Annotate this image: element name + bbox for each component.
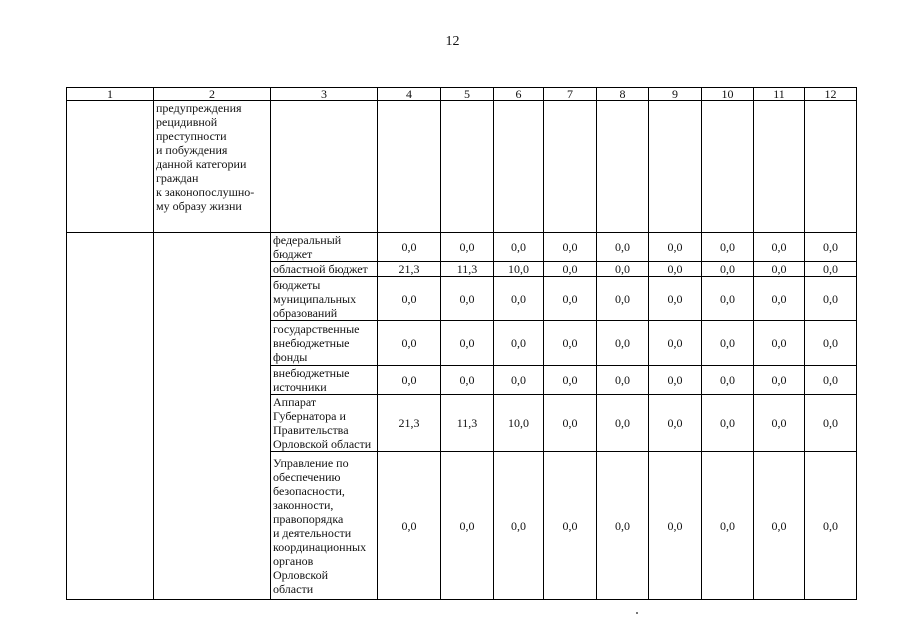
- amount-cell: 0,0: [378, 233, 441, 262]
- amount-cell: 0,0: [597, 262, 649, 277]
- amount-cell: 0,0: [494, 277, 544, 321]
- merged-col1-cell: [67, 233, 154, 600]
- header-row: [67, 88, 857, 101]
- funding-source-cell: [271, 321, 378, 366]
- amount-cell: 0,0: [754, 277, 805, 321]
- amount-cell: 0,0: [649, 452, 702, 600]
- amount-cell: 0,0: [544, 277, 597, 321]
- amount-cell: 11,3: [441, 262, 494, 277]
- amount-cell: 21,3: [378, 395, 441, 452]
- amount-cell: 0,0: [702, 262, 754, 277]
- amount-cell: 0,0: [597, 233, 649, 262]
- amount-cell: 0,0: [754, 233, 805, 262]
- intro-col1-cell: [67, 101, 154, 233]
- amount-cell: 0,0: [754, 395, 805, 452]
- intro-row: [67, 101, 857, 233]
- header-cell: 9: [649, 88, 702, 101]
- header-cell: 1: [67, 88, 154, 101]
- amount-cell: 0,0: [544, 321, 597, 366]
- amount-cell: 0,0: [805, 395, 857, 452]
- amount-cell: 0,0: [597, 277, 649, 321]
- header-cell: 6: [494, 88, 544, 101]
- funding-row: [67, 233, 857, 262]
- amount-cell: 0,0: [649, 262, 702, 277]
- intro-empty-cell: [597, 101, 649, 233]
- amount-cell: 0,0: [702, 321, 754, 366]
- funding-source-label: областной бюджет: [273, 262, 368, 276]
- scan-speck: [636, 612, 638, 614]
- amount-cell: 0,0: [441, 233, 494, 262]
- amount-cell: 0,0: [378, 366, 441, 395]
- amount-cell: 0,0: [702, 233, 754, 262]
- measure-description-text: предупреждения рецидивной преступности и побуждения данной категории граждан к законопослушно- му образу жизни: [156, 101, 255, 213]
- amount-cell: 0,0: [597, 321, 649, 366]
- amount-cell: 0,0: [805, 366, 857, 395]
- amount-cell: 0,0: [805, 233, 857, 262]
- amount-cell: 0,0: [649, 366, 702, 395]
- amount-cell: 0,0: [441, 452, 494, 600]
- amount-cell: 11,3: [441, 395, 494, 452]
- amount-cell: 0,0: [649, 233, 702, 262]
- intro-empty-cell: [378, 101, 441, 233]
- amount-cell: 0,0: [544, 452, 597, 600]
- amount-cell: 0,0: [702, 452, 754, 600]
- amount-cell: 0,0: [597, 366, 649, 395]
- amount-cell: 0,0: [754, 366, 805, 395]
- header-cell: 2: [154, 88, 271, 101]
- header-cell: 10: [702, 88, 754, 101]
- amount-cell: 0,0: [754, 321, 805, 366]
- funding-source-cell: [271, 395, 378, 452]
- header-cell: 11: [754, 88, 805, 101]
- amount-cell: 0,0: [544, 366, 597, 395]
- amount-cell: 0,0: [805, 452, 857, 600]
- amount-cell: 0,0: [441, 277, 494, 321]
- amount-cell: 0,0: [805, 277, 857, 321]
- funding-source-label: внебюджетные источники: [273, 366, 350, 394]
- funding-source-cell: [271, 262, 378, 277]
- amount-cell: 0,0: [378, 277, 441, 321]
- amount-cell: 0,0: [378, 452, 441, 600]
- header-cell: 4: [378, 88, 441, 101]
- funding-source-cell: [271, 452, 378, 600]
- intro-empty-cell: [649, 101, 702, 233]
- amount-cell: 0,0: [441, 321, 494, 366]
- intro-empty-cell: [805, 101, 857, 233]
- funding-source-label: Аппарат Губернатора и Правительства Орловской области: [273, 395, 372, 451]
- amount-cell: 0,0: [754, 452, 805, 600]
- amount-cell: 0,0: [494, 366, 544, 395]
- amount-cell: 0,0: [544, 395, 597, 452]
- page-number: 12: [445, 34, 460, 49]
- amount-cell: 0,0: [649, 395, 702, 452]
- amount-cell: 0,0: [441, 366, 494, 395]
- funding-source-cell: [271, 277, 378, 321]
- amount-cell: 0,0: [544, 233, 597, 262]
- amount-cell: 0,0: [754, 262, 805, 277]
- intro-empty-cell: [494, 101, 544, 233]
- funding-source-cell: [271, 233, 378, 262]
- amount-cell: 0,0: [597, 452, 649, 600]
- header-cell: 8: [597, 88, 649, 101]
- amount-cell: 10,0: [494, 262, 544, 277]
- funding-source-label: бюджеты муниципальных образований: [273, 277, 357, 320]
- amount-cell: 10,0: [494, 395, 544, 452]
- merged-col2-cell: [154, 233, 271, 600]
- header-cell: 12: [805, 88, 857, 101]
- amount-cell: 0,0: [494, 321, 544, 366]
- intro-empty-cell: [754, 101, 805, 233]
- amount-cell: 0,0: [378, 321, 441, 366]
- amount-cell: 0,0: [544, 262, 597, 277]
- intro-col3-cell: [271, 101, 378, 233]
- amount-cell: 0,0: [702, 366, 754, 395]
- amount-cell: 0,0: [649, 321, 702, 366]
- funding-source-cell: [271, 366, 378, 395]
- header-cell: 7: [544, 88, 597, 101]
- measure-description-cell: [154, 101, 271, 233]
- intro-empty-cell: [544, 101, 597, 233]
- amount-cell: 0,0: [702, 277, 754, 321]
- amount-cell: 0,0: [702, 395, 754, 452]
- amount-cell: 0,0: [494, 452, 544, 600]
- amount-cell: 0,0: [494, 233, 544, 262]
- header-cell: 3: [271, 88, 378, 101]
- amount-cell: 0,0: [805, 262, 857, 277]
- intro-empty-cell: [441, 101, 494, 233]
- funding-source-label: федеральный бюджет: [273, 233, 342, 261]
- funding-source-label: государственные внебюджетные фонды: [273, 322, 360, 364]
- header-cell: 5: [441, 88, 494, 101]
- amount-cell: 0,0: [597, 395, 649, 452]
- amount-cell: 0,0: [805, 321, 857, 366]
- amount-cell: 21,3: [378, 262, 441, 277]
- intro-empty-cell: [702, 101, 754, 233]
- budget-table: [66, 87, 857, 600]
- amount-cell: 0,0: [649, 277, 702, 321]
- funding-source-label: Управление по обеспечению безопасности, законности, правопорядка и деятельности координационных органов Орловской области: [273, 455, 367, 596]
